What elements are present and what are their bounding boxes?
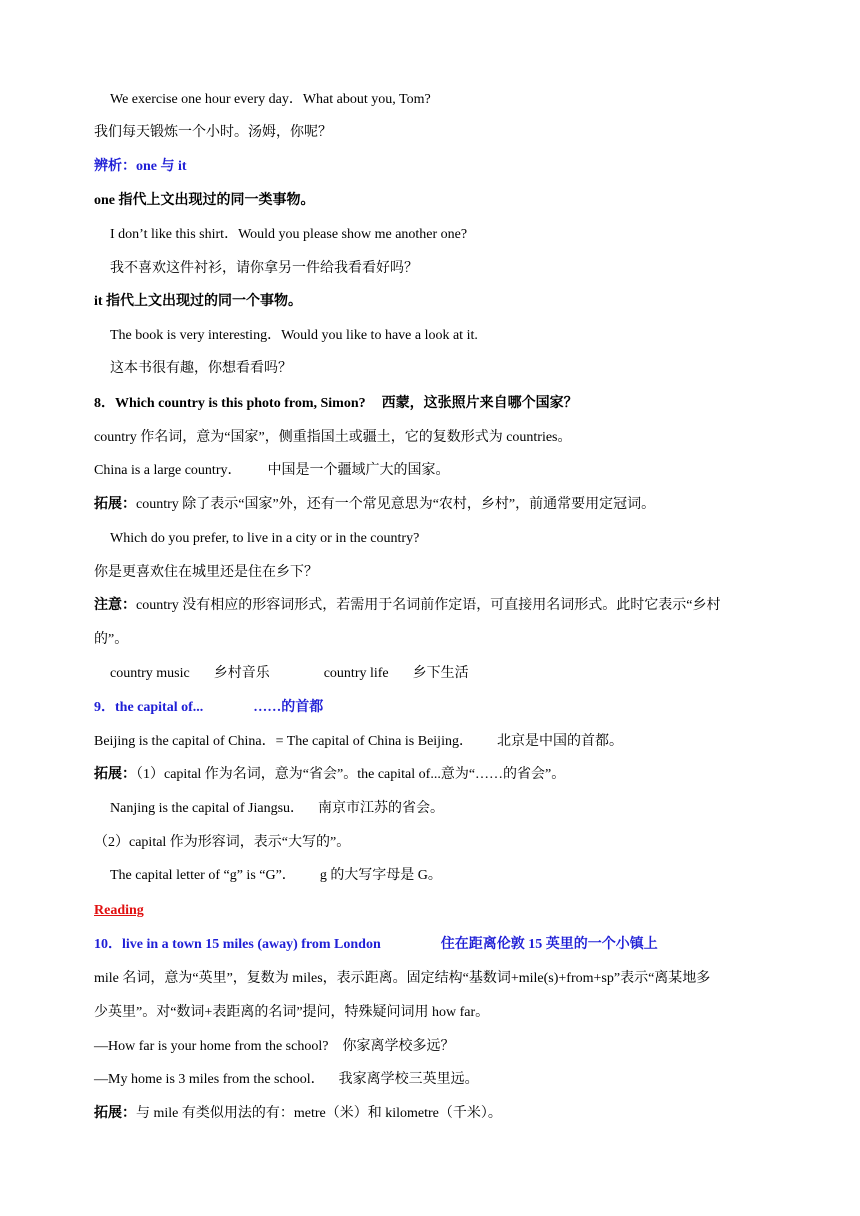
item-heading (94, 394, 800, 414)
heading-en: 10．live in a town 15 miles (away) from London (94, 937, 381, 952)
section-title-reading (94, 901, 800, 921)
text-line (94, 1104, 800, 1124)
text-line: one 指代上文出现过的同一类事物。 (94, 193, 315, 208)
heading-en: 9．the capital of... (94, 700, 204, 715)
section-heading: 辨析：one 与 it (94, 159, 187, 174)
text-line (94, 596, 800, 616)
example-en: —My home is 3 miles from the school． (94, 1072, 325, 1087)
label-expand: 拓展： (94, 1106, 136, 1121)
example-zh: 乡村音乐 (213, 666, 270, 681)
example-en: Beijing is the capital of China．= The capital of China is Beijing． (94, 734, 473, 749)
example-line (110, 664, 800, 684)
text-line (94, 495, 800, 515)
example-zh: 中国是一个疆域广大的国家。 (267, 463, 450, 478)
text-line (94, 765, 800, 785)
text-line: 你是更喜欢住在城里还是住在乡下？ (94, 565, 318, 580)
text-line: 这本书很有趣，你想看看吗？ (110, 361, 292, 376)
example-en: China is a large country． (94, 463, 242, 478)
note-text: country 除了表示“国家”外，还有一个常见意思为“农村，乡村”，前通常要用定冠词。 (136, 497, 656, 512)
heading-zh: ……的首都 (253, 700, 324, 715)
text-line: We exercise one hour every day．What about you, Tom? (110, 92, 431, 107)
example-en: country life (323, 666, 389, 681)
example-line (94, 461, 800, 481)
text-line: it 指代上文出现过的同一个事物。 (94, 294, 303, 309)
example-zh: 我家离学校三英里远。 (338, 1072, 479, 1087)
text-line: 少英里”。对“数词+表距离的名词”提问，特殊疑问词用 how far。 (94, 1005, 490, 1020)
heading-en: 8．Which country is this photo from, Simon? (94, 396, 366, 411)
text-line: 我们每天锻炼一个小时。汤姆，你呢？ (94, 125, 332, 140)
heading-zh: 住在距离伦敦 15 英里的一个小镇上 (440, 937, 658, 952)
example-en: Nanjing is the capital of Jiangsu． (110, 801, 305, 816)
example-line (110, 866, 800, 886)
note-text: 与 mile 有类似用法的有：metre（米）和 kilometre（千米）。 (136, 1106, 502, 1121)
text-line: 我不喜欢这件衬衫，请你拿另一件给我看看好吗？ (110, 261, 418, 276)
item-heading (94, 935, 800, 955)
text-line: （2）capital 作为形容词，表示“大写的”。 (94, 835, 351, 850)
example-line (110, 799, 800, 819)
example-zh: 乡下生活 (412, 666, 469, 681)
label-note: 注意： (94, 598, 136, 613)
reading-label: Reading (94, 903, 144, 918)
example-zh: g 的大写字母是 G。 (319, 868, 442, 883)
example-en: The capital letter of “g” is “G”． (110, 868, 296, 883)
example-zh: 你家离学校多远？ (342, 1039, 455, 1054)
item-heading (94, 698, 800, 718)
example-en: —How far is your home from the school? (94, 1039, 329, 1054)
example-line (94, 732, 800, 752)
example-line (94, 1070, 800, 1090)
example-en: country music (110, 666, 190, 681)
label-expand: 拓展： (94, 767, 136, 782)
text-line: 的”。 (94, 632, 129, 647)
text-line: mile 名词，意为“英里”，复数为 miles，表示距离。固定结构“基数词+mile(s)+from+sp”表示“离某地多 (94, 971, 711, 986)
text-line: I don’t like this shirt．Would you please show me another one? (110, 227, 468, 242)
example-zh: 南京市江苏的省会。 (318, 801, 445, 816)
text-line: The book is very interesting．Would you like to have a look at it. (110, 328, 478, 343)
heading-zh: 西蒙，这张照片来自哪个国家？ (381, 396, 578, 411)
note-text: （1）capital 作为名词，意为“省会”。the capital of...意为“……的省会”。 (136, 767, 566, 782)
note-text: country 没有相应的形容词形式，若需用于名词前作定语，可直接用名词形式。此时它表示“乡村 (136, 598, 721, 613)
text-line: country 作名词，意为“国家”，侧重指国土或疆土，它的复数形式为 countries。 (94, 430, 572, 445)
text-line: Which do you prefer, to live in a city or in the country? (110, 531, 420, 546)
example-zh: 北京是中国的首都。 (496, 734, 623, 749)
label-expand: 拓展： (94, 497, 136, 512)
example-line (94, 1037, 800, 1057)
